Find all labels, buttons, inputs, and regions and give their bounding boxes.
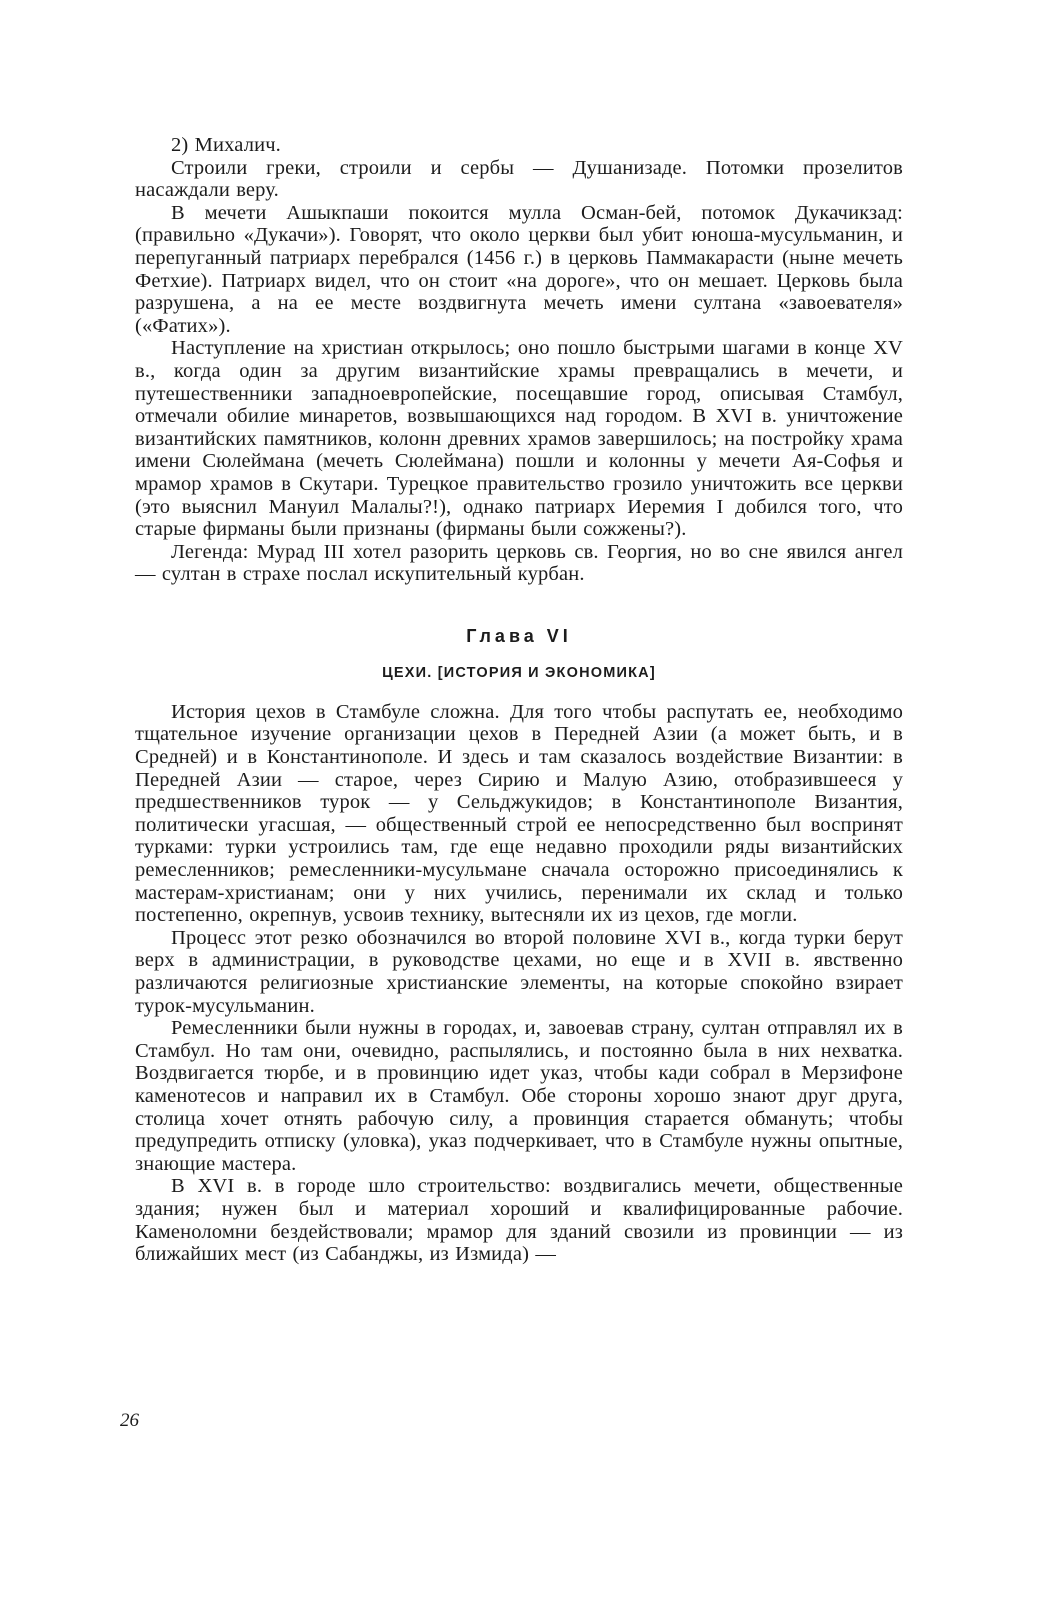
page-body	[135, 134, 903, 1266]
paragraph: Строили греки, строили и сербы — Душанизаде. Потомки прозелитов насаждали веру.	[135, 156, 903, 202]
paragraph: В мечети Ашыкпаши покоится мулла Осман-бей, потомок Дукачикзад: (правильно «Дукачи»). Говорят, что около церкви был убит юноша-мусульманин, и перепуганный патриарх перебрался (1456 г.) в церковь Паммакарасти (ныне мечеть Фетхие). Патриарх видел, что он стоит «на дороге», что он мешает. Церковь была разрушена, а на ее месте воздвигнута мечеть имени султана «завоевателя» («Фатих»).	[135, 201, 903, 337]
chapter-subtitle: ЦЕХИ. [ИСТОРИЯ И ЭКОНОМИКА]	[382, 664, 656, 681]
chapter-title: Глава VI	[466, 625, 572, 646]
paragraph: Процесс этот резко обозначился во второй половине XVI в., когда турки берут верх в администрации, в руководстве цехами, но еще и в XVII в. явственно различаются религиозные христианские элементы, на которые спокойно взирает турок-мусульманин.	[135, 926, 903, 1017]
paragraph: История цехов в Стамбуле сложна. Для того чтобы распутать ее, необходимо тщательное изучение организации цехов в Передней Азии (а может быть, и в Средней) и в Константинополе. И здесь и там сказалось воздействие Византии: в Передней Азии — старое, через Сирию и Малую Азию, отобразившееся у предшественников турок — у Сельджукидов; в Константинополе Византия, политически угасшая, — общественный строй ее непосредственно был воспринят турками: турки устроились там, где еще недавно проходили ряды византийских ремесленников; ремесленники-мусульмане сначала осторожно присоединялись к мастерам-христианам; они у них учились, перенимали их склад и только постепенно, окрепнув, усвоив технику, вытесняли их из цехов, где могли.	[135, 700, 903, 927]
chapter-heading	[135, 626, 903, 681]
paragraph: Ремесленники были нужны в городах, и, завоевав страну, султан отправлял их в Стамбул. Но там они, очевидно, распылялись, и постоянно была в них нехватка. Воздвигается тюрбе, и в провинцию идет указ, чтобы кади собрал в Мерзифоне каменотесов и направил их в Стамбул. Обе стороны хорошо знают друг друга, столица хочет отнять рабочую силу, а провинция старается обмануть; чтобы предупредить отписку (уловка), указ подчеркивает, что в Стамбуле нужны опытные, знающие мастера.	[135, 1017, 903, 1175]
paragraph-list-heading: 2) Михалич.	[171, 134, 281, 156]
paragraph: Наступление на христиан открылось; оно пошло быстрыми шагами в конце XV в., когда один за другим византийские храмы превращались в мечети, и путешественники западноевропейские, посещавшие город, описывая Стамбул, отмечали обилие минаретов, возвышающихся над городом. В XVI в. уничтожение византийских памятников, колонн древних храмов завершилось; на постройку храма имени Сюлеймана (мечеть Сюлеймана) пошли и колонны у мечети Ая-Софья и мрамор храмов в Скутари. Турецкое правительство грозило уничтожить все церкви (это выяснил Мануил Малалы?!), однако патриарх Иеремия I добился того, что старые фирманы были признаны (фирманы были сожжены?).	[135, 337, 903, 541]
page-number: 26	[120, 1410, 139, 1431]
paragraph: Легенда: Мурад III хотел разорить церковь св. Георгия, но во сне явился ангел — султан в страхе послал искупительный курбан.	[135, 540, 903, 586]
paragraph: В XVI в. в городе шло строительство: воздвигались мечети, общественные здания; нужен был и материал хороший и квалифицированные рабочие. Каменоломни бездействовали; мрамор для зданий свозили из провинции — из ближайших мест (из Сабанджы, из Измида) —	[135, 1175, 903, 1266]
